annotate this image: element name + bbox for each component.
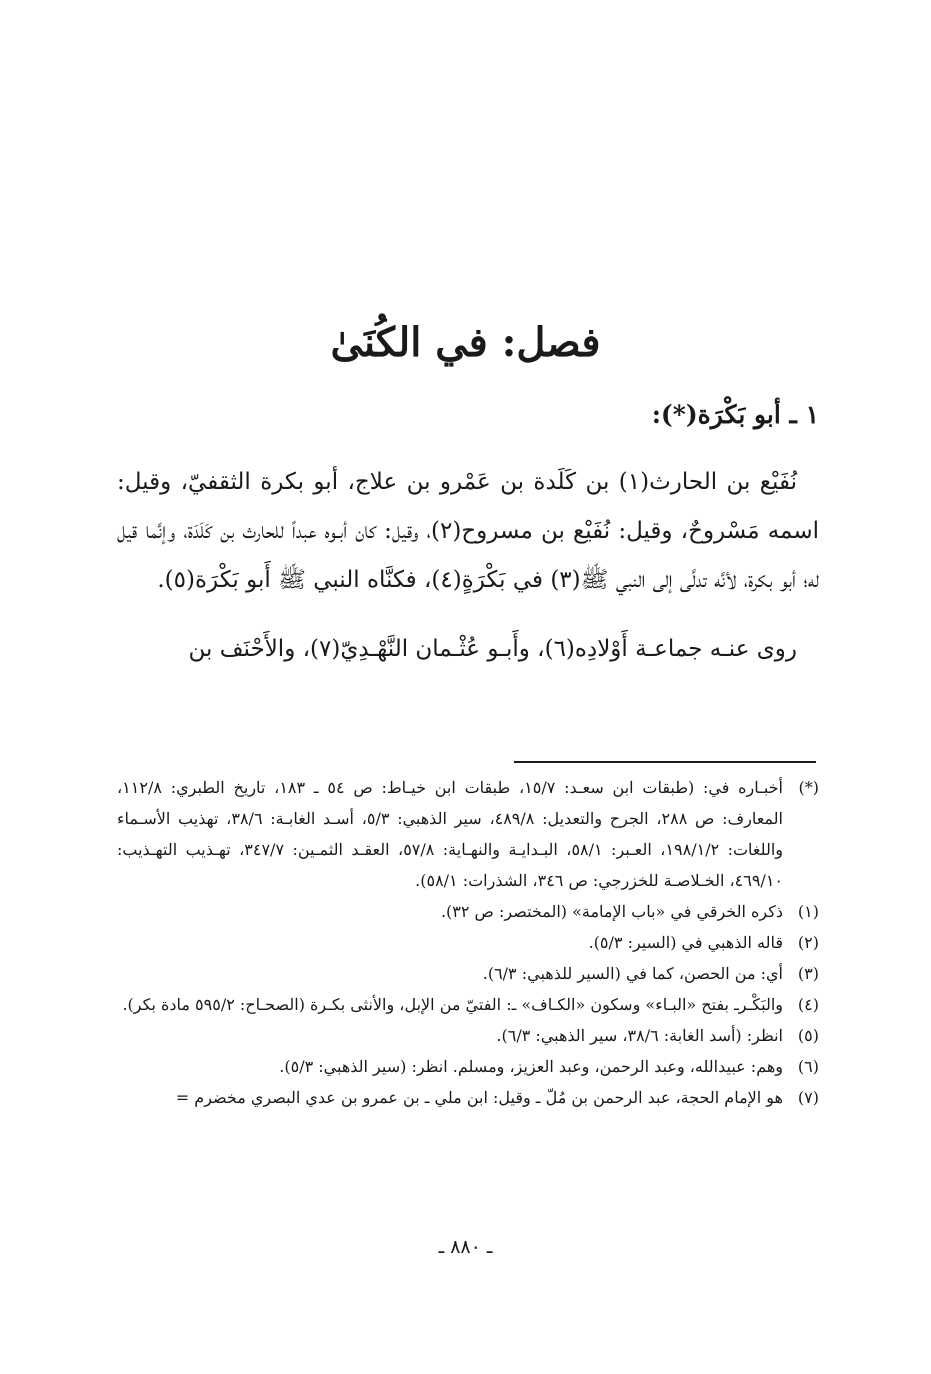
footnote-item <box>117 1082 819 1113</box>
footnotes <box>117 772 819 1113</box>
footnote-text: انظر: (أسد الغابة: ٣٨/٦، سير الذهبي: ٦/٣). <box>496 1026 783 1045</box>
paragraph: روى عنـه جماعـة أَوْلادِه(٦)، وأَبـو عُثْـمان النَّهْـدِيّ(٧)، والأَحْنَف بن <box>188 636 797 662</box>
page-number: ـ ٨٨٠ ـ <box>438 1236 493 1258</box>
footnote-marker: (٢) <box>797 933 819 952</box>
footnote-text: أي: من الحصن، كما في (السير للذهبي: ٦/٣). <box>482 964 783 983</box>
footnote-item <box>117 1051 819 1082</box>
footnote-marker: (٤) <box>797 995 819 1014</box>
footnote-marker: (٥) <box>797 1026 819 1045</box>
footnote-marker: (٧) <box>797 1088 819 1107</box>
footnote-item <box>117 927 819 958</box>
footnote-marker: (٣) <box>797 964 819 983</box>
footnote-text: والبَكْـرـ بفتح «البـاء» وسكون «الكـاف» ـ: الفتيّ من الإبل، والأنثى بكـرة (الصحـاح: ٥٩٥/٢ مادة بكر). <box>122 995 783 1014</box>
footnote-marker: (٦) <box>797 1057 819 1076</box>
paragraph: نُفَيْع بن الحارث(١) بن كَلَدة بن عَمْرو بن علاج، أبو بكرة الثقفيّ، وقيل: اسمه مَسْروحٌ، وقيل: نُفَيْع بن مسروح(٢)، وقيل: كان أبـوه عبداً للحارث بن كَلَدَة، وإنَّما قيل له؛ أبو بكرة، لأنَّه تدلَّى إلى النبي ﷺ(٣) في بَكْرَةٍ(٤)، فكنَّاه النبي ﷺ أَبو بَكْرَة(٥). <box>117 469 819 593</box>
footnote-text: هو الإمام الحجة، عبد الرحمن بن مُلّ ـ وقيل: ابن ملي ـ بن عمرو بن عدي البصري مخضرم = <box>175 1088 783 1107</box>
footnote-item <box>117 896 819 927</box>
footnote-divider <box>514 761 816 763</box>
footnote-text: ذكره الخرقي في «باب الإمامة» (المختصر: ص ٣٢). <box>440 902 783 921</box>
footnote-item <box>117 1020 819 1051</box>
entry-heading: ١ ـ أبو بَكْرَة(*): <box>651 400 819 429</box>
footnote-text: وهم: عبيدالله، وعبد الرحمن، وعبد العزيز، ومسلم. انظر: (سير الذهبي: ٥/٣). <box>279 1057 783 1076</box>
footnote-text: قاله الذهبي في (السير: ٥/٣). <box>588 933 783 952</box>
main-text <box>117 458 819 674</box>
footnote-item <box>117 772 819 896</box>
footnote-marker: (*) <box>798 778 819 797</box>
chapter-title: فصل: في الكُنَىٰ <box>330 319 601 366</box>
footnote-item <box>117 989 819 1020</box>
footnote-marker: (١) <box>797 902 819 921</box>
footnote-item <box>117 958 819 989</box>
footnote-text: أخبـاره في: (طبقات ابن سعـد: ١٥/٧، طبقات ابن خيـاط: ص ٥٤ ـ ١٨٣، تاريخ الطبري: ١١٢/٨، المعارف: ص ٢٨٨، الجرح والتعديل: ٤٨٩/٨، سير الذهبي: ٥/٣، أسـد الغابـة: ٣٨/٦، تهذيب الأسـماء واللغات: ١٩٨/١/٢، العـبر: ٥٨/١، البـدايـة والنهـاية: ٥٧/٨، العقـد الثمـين: ٣٤٧/٧، تهـذيب التهـذيب: ٤٦٩/١٠، الخـلاصـة للخزرجي: ص ٣٤٦، الشذرات: ٥٨/١). <box>117 778 783 890</box>
